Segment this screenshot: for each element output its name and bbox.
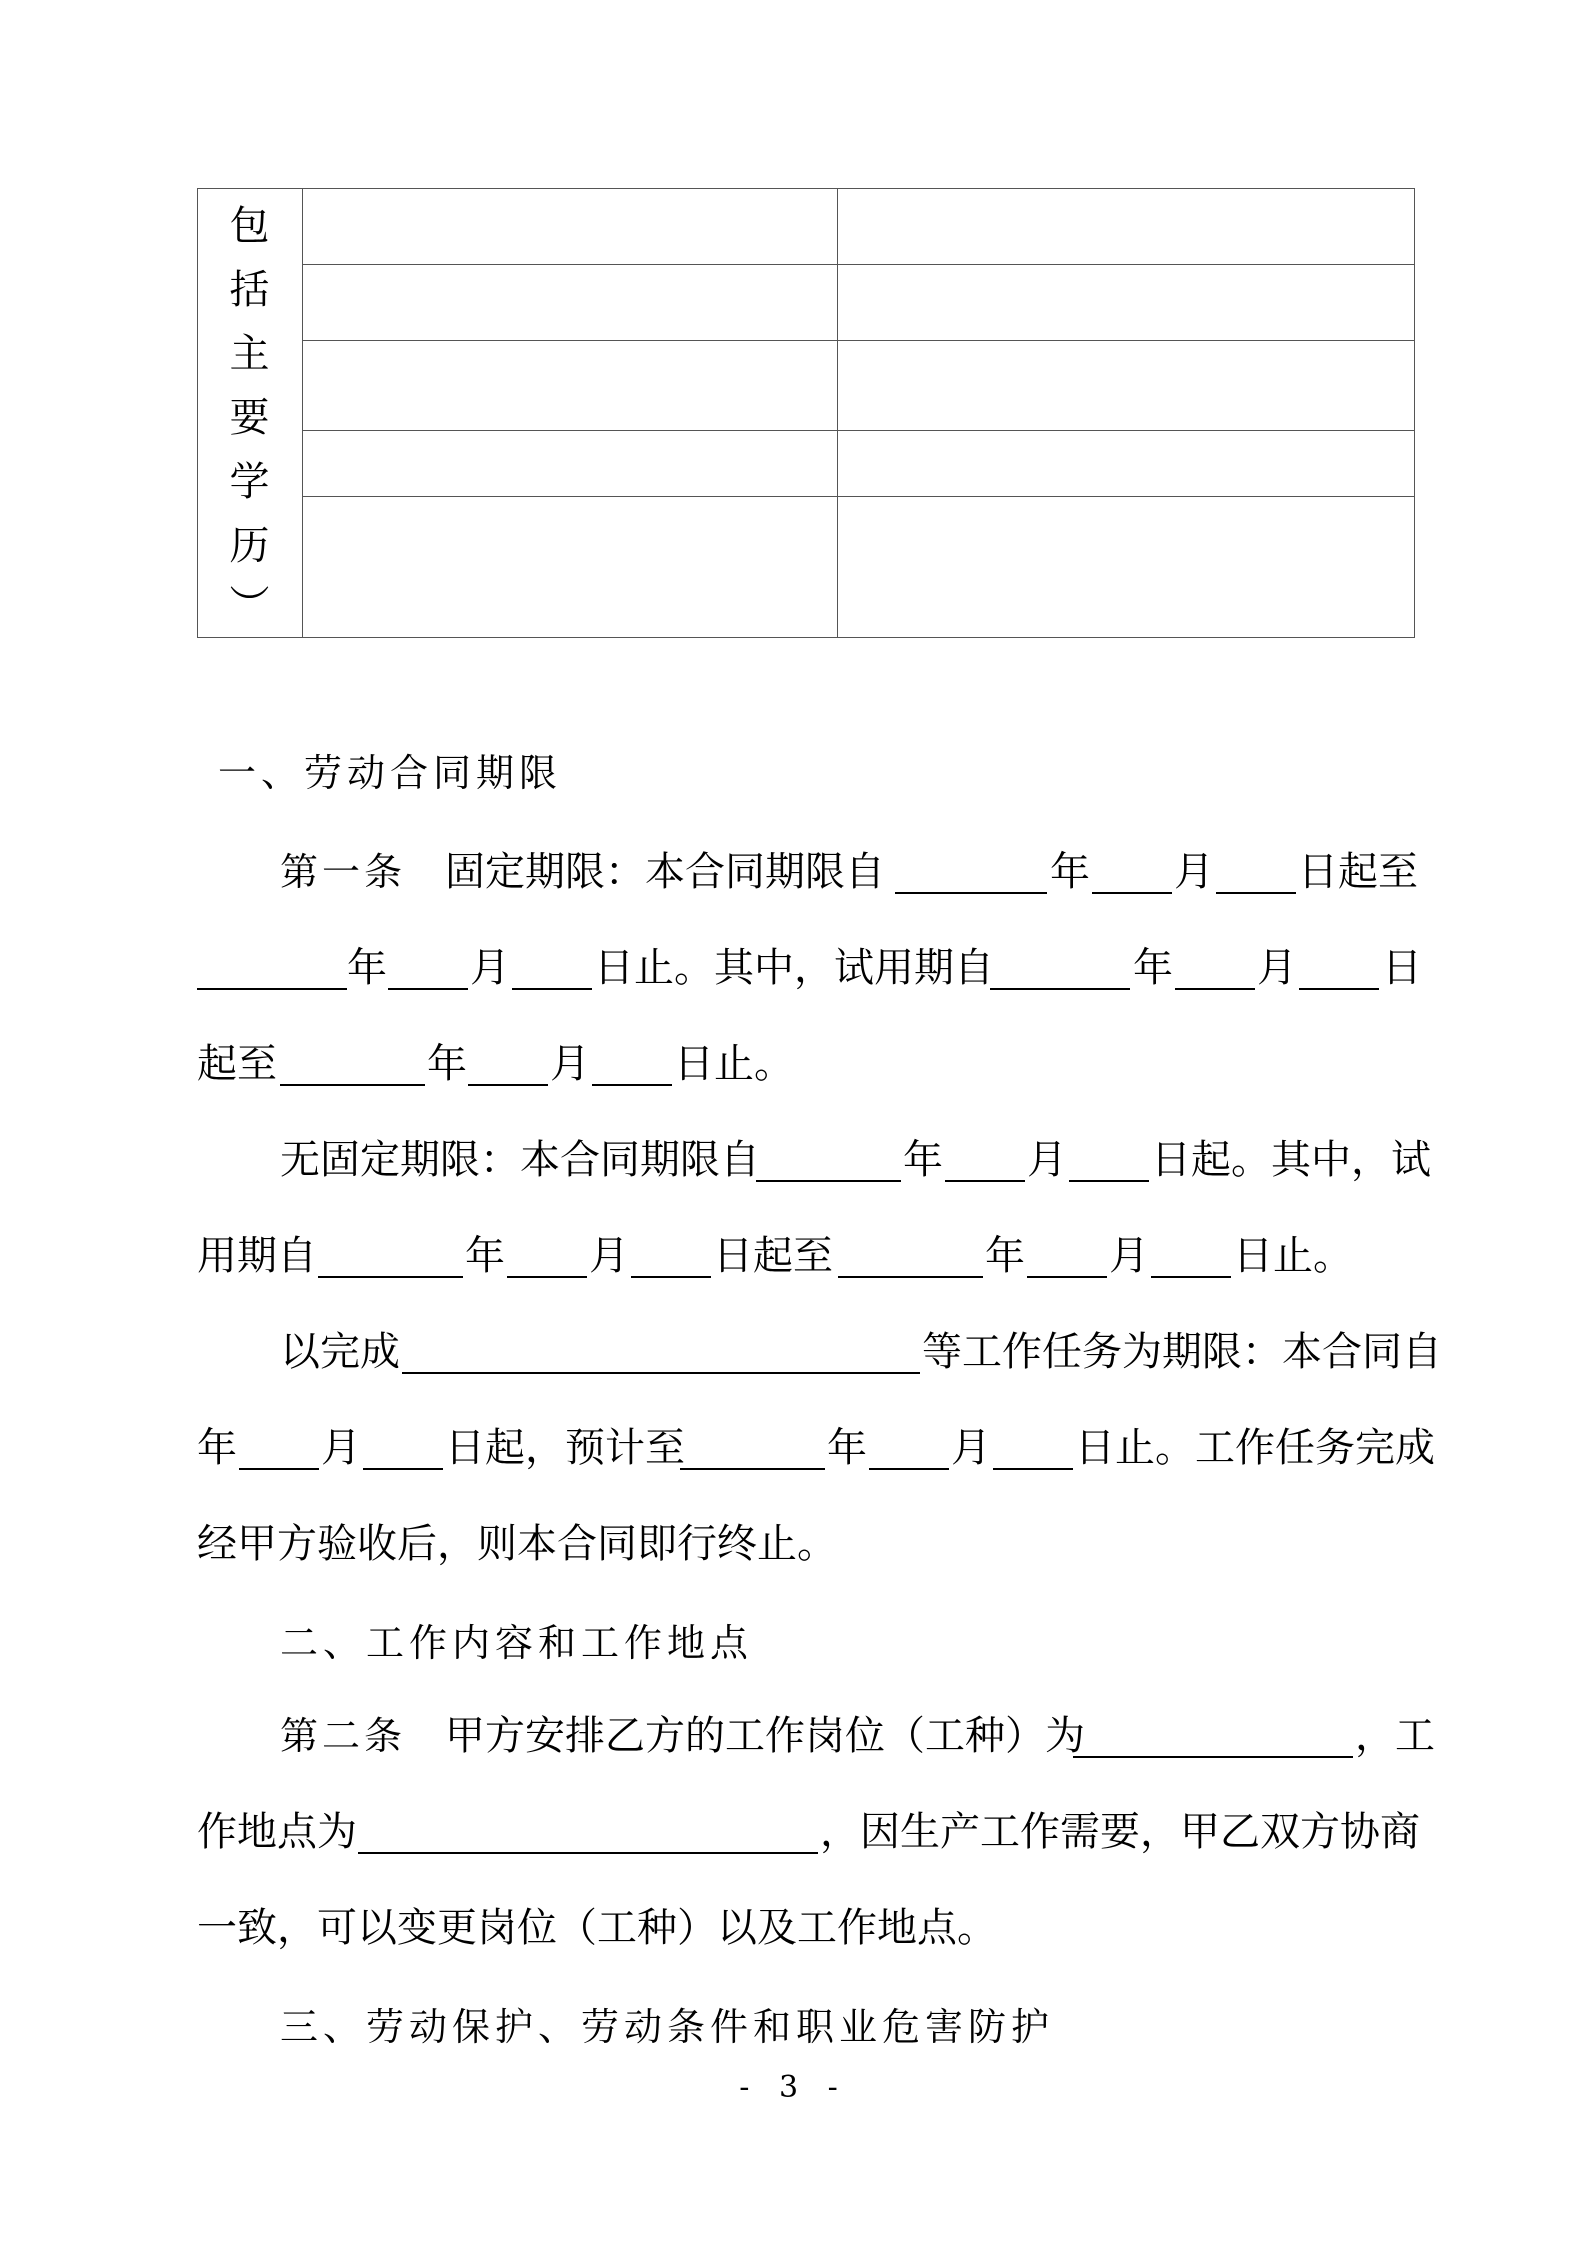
page-number: - 3 -	[739, 2070, 848, 2105]
text: 年	[827, 1425, 867, 1471]
text: 月	[1174, 849, 1214, 895]
workplace-blank[interactable]	[358, 1852, 818, 1854]
text: 无固定期限：本合同期限自	[280, 1137, 760, 1183]
day-blank[interactable]	[1151, 1276, 1231, 1278]
text-line	[0, 1418, 1587, 1478]
text: 等工作任务为期限：本合同自	[922, 1329, 1442, 1375]
month-blank[interactable]	[388, 988, 468, 990]
table-cell[interactable]	[303, 431, 836, 495]
day-blank[interactable]	[592, 1084, 672, 1086]
month-blank[interactable]	[239, 1468, 319, 1470]
table-cell[interactable]	[303, 341, 836, 429]
table-row-label	[197, 188, 302, 638]
text: 月	[1027, 1137, 1067, 1183]
table-cell[interactable]	[838, 189, 1414, 263]
month-blank[interactable]	[1027, 1276, 1107, 1278]
text: 固定期限：本合同期限自	[445, 849, 885, 895]
label-char: 括	[229, 267, 270, 313]
section-heading: 三、劳动保护、劳动条件和职业危害防护	[280, 2005, 1055, 2049]
table-cell[interactable]	[838, 341, 1414, 429]
text: 日起至	[1298, 849, 1418, 895]
section-heading: 一、劳动合同期限	[218, 751, 563, 795]
text-line	[0, 1034, 1587, 1094]
text: 年	[903, 1137, 943, 1183]
year-blank[interactable]	[990, 988, 1130, 990]
article-label: 第一条	[280, 850, 407, 894]
label-char: 包	[229, 203, 270, 249]
text: 月	[470, 945, 510, 991]
text: 月	[550, 1041, 590, 1087]
text: 年	[985, 1233, 1025, 1279]
label-char: ︶	[229, 583, 270, 629]
day-blank[interactable]	[993, 1468, 1073, 1470]
table-cell[interactable]	[303, 265, 836, 339]
label-char: 历	[229, 523, 270, 569]
text: 以完成	[280, 1329, 400, 1375]
text-line	[0, 1226, 1587, 1286]
label-char: 学	[229, 459, 270, 505]
text: 月	[589, 1233, 629, 1279]
text-line	[0, 938, 1587, 998]
text-line	[0, 1706, 1587, 1766]
text-line	[0, 1898, 1587, 1958]
text: ，工	[1355, 1713, 1435, 1759]
table-cell[interactable]	[303, 497, 836, 636]
text: 年	[465, 1233, 505, 1279]
day-blank[interactable]	[631, 1276, 711, 1278]
text: 月	[951, 1425, 991, 1471]
month-blank[interactable]	[869, 1468, 949, 1470]
label-char: 要	[229, 395, 270, 441]
text: 日止。工作任务完成	[1075, 1425, 1435, 1471]
text: 月	[1109, 1233, 1149, 1279]
day-blank[interactable]	[1069, 1180, 1149, 1182]
month-blank[interactable]	[1092, 892, 1172, 894]
article-label: 第二条	[280, 1714, 407, 1758]
text: 起至	[197, 1041, 277, 1087]
month-blank[interactable]	[945, 1180, 1025, 1182]
job-title-blank[interactable]	[1073, 1756, 1353, 1758]
text: 日起至	[713, 1233, 833, 1279]
text: 一致，可以变更岗位（工种）以及工作地点。	[197, 1905, 997, 1951]
table-cell[interactable]	[303, 189, 836, 263]
day-blank[interactable]	[363, 1468, 443, 1470]
text: 日起。其中，试	[1151, 1137, 1431, 1183]
text: 经甲方验收后，则本合同即行终止。	[197, 1521, 837, 1567]
text-line	[0, 1130, 1587, 1190]
day-blank[interactable]	[1216, 892, 1296, 894]
month-blank[interactable]	[507, 1276, 587, 1278]
text: 甲方安排乙方的工作岗位（工种）为	[445, 1713, 1085, 1759]
text: 年	[1133, 945, 1173, 991]
text: 年	[197, 1425, 237, 1471]
text: 日止。其中，试用期自	[594, 945, 994, 991]
text: 日	[1382, 945, 1422, 991]
text-line	[0, 842, 1587, 902]
year-blank[interactable]	[197, 988, 347, 990]
text: 年	[427, 1041, 467, 1087]
task-blank[interactable]	[402, 1372, 920, 1374]
table-cell[interactable]	[838, 431, 1414, 495]
text-line	[0, 1322, 1587, 1382]
text: 作地点为	[197, 1809, 357, 1855]
education-table	[197, 188, 1415, 638]
table-cell[interactable]	[838, 497, 1414, 636]
text: 日止。	[1233, 1233, 1353, 1279]
text: ，因生产工作需要，甲乙双方协商	[820, 1809, 1420, 1855]
text: 日起，预计至	[445, 1425, 685, 1471]
text: 日止。	[674, 1041, 794, 1087]
year-blank[interactable]	[680, 1468, 825, 1470]
table-cell[interactable]	[838, 265, 1414, 339]
label-char: 主	[229, 331, 270, 377]
text-line	[0, 1802, 1587, 1862]
month-blank[interactable]	[1175, 988, 1255, 990]
day-blank[interactable]	[512, 988, 592, 990]
day-blank[interactable]	[1299, 988, 1379, 990]
text: 月	[1257, 945, 1297, 991]
text: 年	[1050, 849, 1090, 895]
year-blank[interactable]	[838, 1276, 983, 1278]
year-blank[interactable]	[318, 1276, 463, 1278]
year-blank[interactable]	[280, 1084, 425, 1086]
text-line	[0, 1514, 1587, 1574]
text: 月	[321, 1425, 361, 1471]
section-heading: 二、工作内容和工作地点	[280, 1621, 754, 1665]
year-blank[interactable]	[756, 1180, 901, 1182]
text: 年	[347, 945, 387, 991]
year-blank[interactable]	[895, 892, 1047, 894]
month-blank[interactable]	[468, 1084, 548, 1086]
text: 用期自	[197, 1233, 317, 1279]
